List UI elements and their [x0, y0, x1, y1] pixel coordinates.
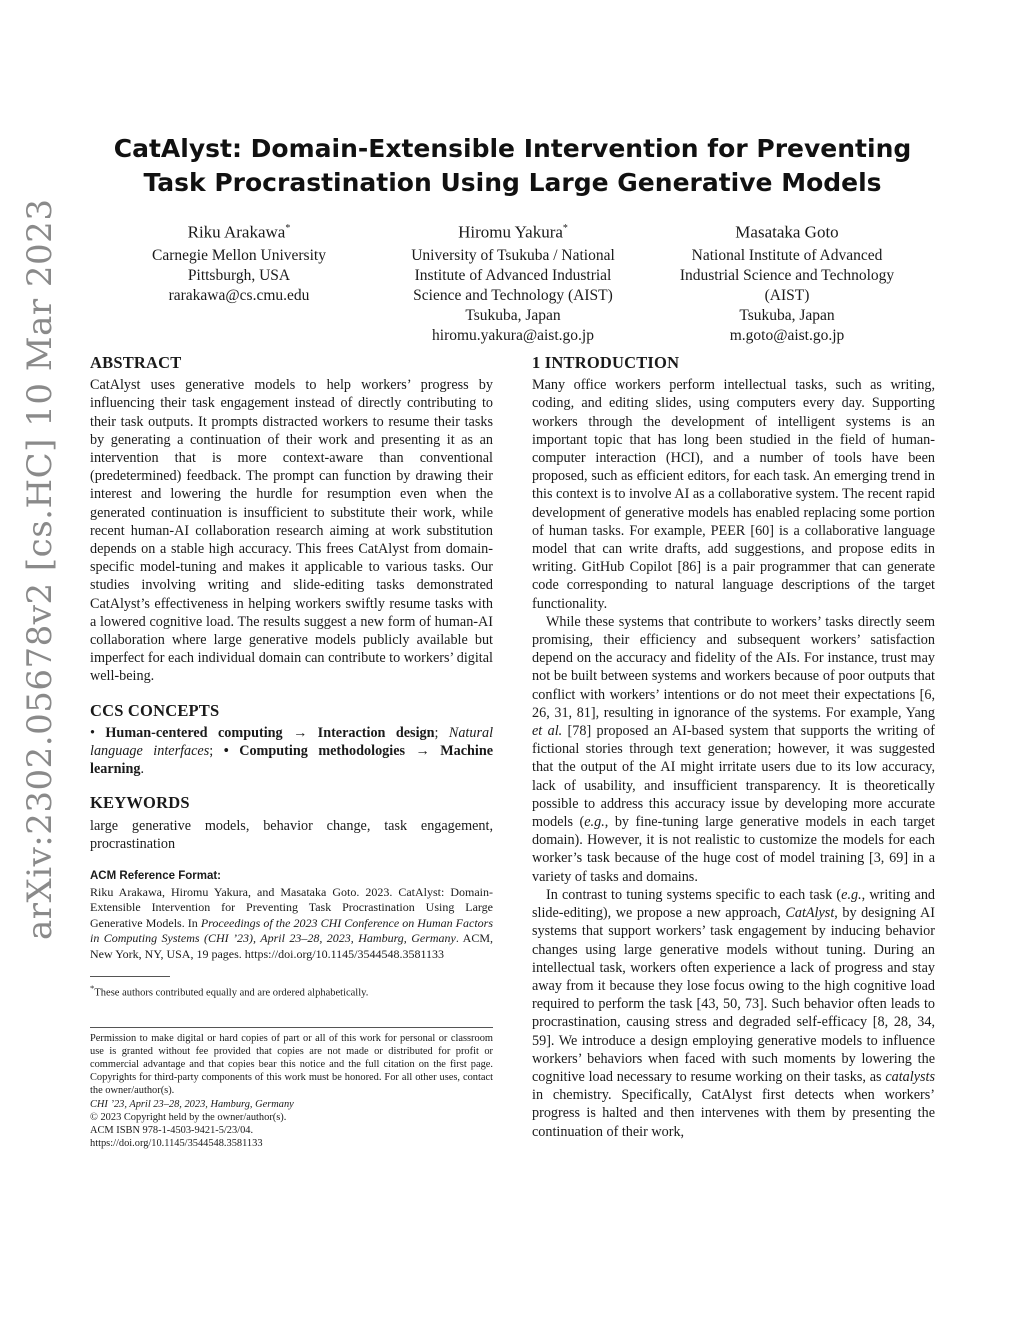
author-affiliation: University of Tsukuba / National: [411, 246, 615, 264]
keywords-text: large generative models, behavior change, task engagement, procrastination: [90, 817, 493, 852]
author-footnote: *These authors contributed equally and are ordered alphabetically.: [90, 983, 369, 999]
acm-reference-format: [90, 869, 493, 962]
author-location: Tsukuba, Japan: [739, 306, 835, 324]
conference-venue: CHI ’23, April 23–28, 2023, Hamburg, Germany: [90, 1098, 294, 1110]
left-column: [90, 354, 493, 1150]
introduction-heading: 1 INTRODUCTION: [532, 353, 680, 372]
abstract-text: CatAlyst uses generative models to help workers’ progress by influencing their task engagement instead of directly contributing to their task outputs. It prompts distracted workers to resume their tasks by generating a continuation of their work and presenting it as an intervention that is more context-aware than conventional (predetermined) feedback. The prompt can function by drawing their interest and lowering the hurdle for resumption even when the generated continuation is insufficient to substitute their work, while recent human-AI collaboration research aiming at work substitution depends on a stable high accuracy. This frees CatAlyst from domain-specific model-tuning and makes it applicable to various tasks. Our studies involving writing and slide-editing tasks demonstrated CatAlyst’s effectiveness in helping workers swiftly resume tasks with a lowered cognitive load. The results suggest a new form of human-AI collaboration where large generative models publicly available but imperfect for each individual domain can contribute to workers’ digital well-being.: [90, 377, 493, 685]
author-location: Pittsburgh, USA: [187, 266, 291, 284]
author-block-2: [388, 219, 638, 346]
copyright-line: © 2023 Copyright held by the owner/author(s).: [90, 1111, 287, 1123]
author-affiliation: Science and Technology (AIST): [413, 286, 613, 304]
author-name: Hiromu Yakura*: [458, 222, 568, 242]
right-column: [532, 354, 935, 1141]
author-email: m.goto@aist.go.jp: [729, 326, 845, 344]
ccs-heading: CCS CONCEPTS: [90, 700, 220, 720]
author-name: Masataka Goto: [735, 222, 839, 242]
author-affiliation: (AIST): [764, 286, 810, 304]
intro-paragraph-2: While these systems that contribute to workers’ tasks directly seem promising, their efficiency and subsequent workers’ satisfaction depend on the accuracy and fidelity of the AIs. For instance, trust may not be built between systems and workers because of poor outputs that conflict with workers’ intentions or do not meet their expectations [6, 26, 31, 81], resulting in ignorance of the systems. For example, Yang et al. [78] proposed an AI-based system that supports the writing of fictional stories through text generation; however, it was suggested that the output of the AI might irritate users due to its low accuracy, lack of usability, and insufficient transparency. It is theoretically possible to address this accuracy issue by developing more accurate models (e.g., by fine-tuning large generative models in each target domain). However, it is not realistic to customize the models for each worker’s task because of the huge cost of model training [3, 69] in a variety of tasks and domains.: [532, 613, 935, 885]
acm-reference-label: ACM Reference Format:: [90, 870, 221, 883]
doi-link[interactable]: https://doi.org/10.1145/3544548.3581133: [90, 1138, 263, 1150]
author-affiliation: Carnegie Mellon University: [152, 246, 326, 264]
paper-title: CatAlyst: Domain-Extensible Intervention for Preventing Task Procrastination Using Large Generative Models: [113, 134, 912, 197]
author-block-1: [114, 219, 364, 306]
arxiv-identifier-stamp: arXiv:2302.05678v2 [cs.HC] 10 Mar 2023: [20, 198, 60, 940]
ccs-text: • Human-centered computing → Interaction design; Natural language interfaces; • Computing methodologies → Machine learning.: [90, 724, 494, 778]
permission-notice: Permission to make digital or hard copies of part or all of this work for personal or classroom use is granted without fee provided that copies are not made or distributed for profit or commercial advantage and that copies bear this notice and the full citation on the first page. Copyrights for third-party components of this work must be honored. For all other uses, contact the owner/author(s).: [90, 1032, 493, 1097]
author-block-3: [662, 219, 912, 346]
acm-reference-text: Riku Arakawa, Hiromu Yakura, and Masataka Goto. 2023. CatAlyst: Domain-Extensible Intervention for Preventing Task Procrastination Using Large Generative Models. In Proceedings of the 2023 CHI Conference on Human Factors in Computing Systems (CHI ’23), April 23–28, 2023, Hamburg, Germany. ACM, New York, NY, USA, 19 pages. https://doi.org/10.1145/3544548.3581133: [90, 884, 494, 961]
intro-paragraph-3: In contrast to tuning systems specific to each task (e.g., writing and slide-editing), we propose a new approach, CatAlyst, by designing AI systems that support workers’ task engagement by inducing behavior changes using large generative models without tuning. During an intellectual task, workers often experience a lack of progress and stay away from it because they lose focus owing to the high cognitive load required to perform the task [43, 50, 73]. Such behavior often leads to procrastination, causing stress and degraded self-efficacy [8, 28, 34, 59]. We introduce a design employing generative models to influence workers’ behaviors when faced with such moments by lowering the cognitive load necessary to resume working on their tasks, as catalysts in chemistry. Specifically, CatAlyst first detects when workers’ progress is halted and then intervenes with them by presenting the continuation of their work,: [532, 886, 936, 1140]
author-affiliation: National Institute of Advanced: [691, 246, 883, 264]
ccs-concepts-section: [90, 702, 493, 779]
author-location: Tsukuba, Japan: [465, 306, 561, 324]
author-email: hiromu.yakura@aist.go.jp: [432, 326, 594, 344]
isbn-line: ACM ISBN 978-1-4503-9421-5/23/04.: [90, 1125, 254, 1136]
author-affiliation: Institute of Advanced Industrial: [414, 266, 612, 284]
author-affiliation: Industrial Science and Technology: [679, 266, 895, 284]
permission-divider: [90, 1027, 493, 1028]
author-email: rarakawa@cs.cmu.edu: [168, 286, 310, 304]
author-name: Riku Arakawa*: [187, 222, 291, 242]
footnote-divider: [90, 976, 170, 977]
abstract-section: [90, 354, 493, 686]
keywords-heading: KEYWORDS: [90, 793, 190, 813]
intro-paragraph-1: Many office workers perform intellectual tasks, such as writing, coding, and editing slides, using computers every day. Supporting workers through the development of intelligent systems is an important topic that has long been studied in the field of human-computer interaction (HCI), and a number of tools have been proposed, such as efficient editors, for each task. An emerging trend in this context is to involve AI as a collaborative system. The recent rapid development of generative models has enabled replacing some portion of human tasks. For example, PEER [60] is a collaborative language model that can write drafts, add suggestions, and propose edits in writing. GitHub Copilot [86] is a pair programmer that can generate code corresponding to natural language descriptions of the target functionality.: [532, 377, 935, 612]
abstract-heading: ABSTRACT: [90, 353, 182, 372]
keywords-section: [90, 794, 493, 853]
